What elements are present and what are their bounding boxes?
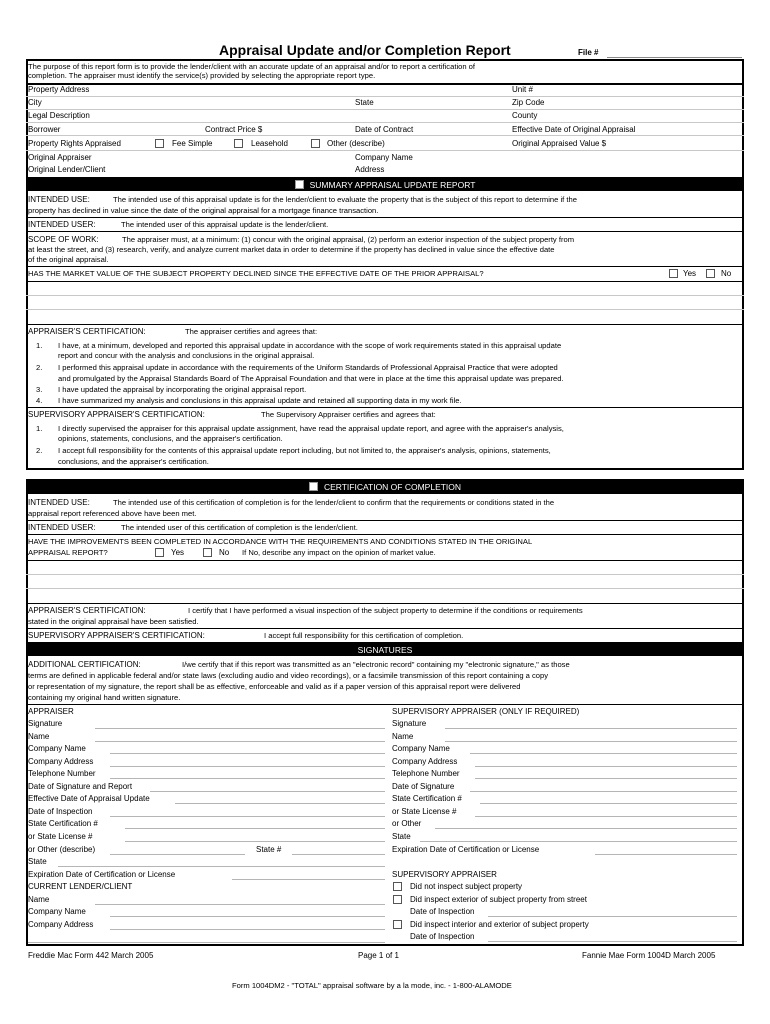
sup-company-line[interactable] [470,753,737,754]
interior-inspection-date-label: Date of Inspection [410,932,475,941]
comment-line[interactable] [26,295,744,296]
completed-yes-label: Yes [171,548,185,557]
additional-cert-text-4: containing my original hand written signature. [28,693,181,702]
appraiser-field-label: or State License # [28,832,93,841]
summary-frame [26,59,744,470]
other-rights-label: Other (describe) [327,139,385,148]
address-label: Address [355,165,385,174]
appraiser-field-label: Signature [28,719,63,728]
appraiser-field-label: State Certification # [28,819,98,828]
completion-cert-text-2: stated in the original appraisal have been satisfied. [28,617,199,626]
sup-item-text: conclusions, and the appraiser's certification. [58,457,209,466]
scope-text-3: of the original appraisal. [28,255,109,264]
cert-item-number: 4. [36,396,43,405]
sup-name-line[interactable] [445,741,737,742]
intended-use-text-2: property has declined in value since the date of the original appraisal for a mortgage finance transaction. [28,206,379,215]
completed-yes-checkbox[interactable] [155,548,164,557]
declined-yes-label: Yes [683,269,697,278]
sup-field-label: Company Address [392,757,458,766]
date-of-contract-label: Date of Contract [355,125,414,134]
appraiser-cert-number-line[interactable] [125,828,385,829]
lender-field-label: Name [28,895,50,904]
summary-report-checkbox[interactable] [295,180,304,189]
sup-phone-line[interactable] [475,778,737,779]
current-lender-heading: CURRENT LENDER/CLIENT [28,882,133,891]
completion-intended-user-text: The intended user of this certification of completion is the lender/client. [121,523,358,532]
sup-item-text: opinions, statements, conclusions, and the appraiser's certification. [58,434,283,443]
sup-field-label: or Other [392,819,422,828]
appraiser-state-label: State [28,857,47,866]
cert-item-text: I have, at a minimum, developed and reported this appraisal update in accordance with the scope of work requirements stated in this appraisal update [58,341,562,350]
completion-intended-use-text-2: appraisal report referenced above have been met. [28,509,197,518]
completed-no-checkbox[interactable] [203,548,212,557]
comment-line[interactable] [26,588,744,589]
intended-use-label: INTENDED USE: [28,195,90,204]
lender-address-line[interactable] [110,929,385,930]
completion-heading-text: CERTIFICATION OF COMPLETION [323,482,462,492]
appraiser-state-line[interactable] [58,866,385,867]
purpose-text-1: The purpose of this report form is to provide the lender/client with an accurate update of an appraisal and/or to report a certification of [28,62,476,71]
leasehold-label: Leasehold [251,139,288,148]
original-value-label: Original Appraised Value $ [512,139,607,148]
scope-label: SCOPE OF WORK: [28,235,99,244]
lender-name-line[interactable] [95,904,385,905]
appraiser-other-line[interactable] [110,854,245,855]
lender-field-label: Company Address [28,920,94,929]
legal-description-label: Legal Description [28,111,90,120]
sup-item-number: 1. [36,424,43,433]
sup-signature-line[interactable] [445,728,737,729]
footer-freddie-mac: Freddie Mac Form 442 March 2005 [28,951,154,960]
sup-address-line[interactable] [475,766,737,767]
if-no-text: If No, describe any impact on the opinion of market value. [242,548,436,557]
property-address-label: Property Address [28,85,90,94]
appraiser-name-line[interactable] [95,741,385,742]
completion-sup-cert-text: I accept full responsibility for this certification of completion. [264,631,464,640]
additional-cert-text-1: I/we certify that if this report was transmitted as an "electronic record" containing my "electronic signature," as those [182,660,570,669]
intended-user-label: INTENDED USER: [28,220,96,229]
sup-expiration-line[interactable] [595,854,737,855]
lender-company-line[interactable] [110,916,385,917]
appraiser-company-line[interactable] [110,753,385,754]
completion-sup-cert-label: SUPERVISORY APPRAISER'S CERTIFICATION: [28,631,205,640]
sup-state-line[interactable] [420,841,737,842]
completion-cert-text-1: I certify that I have performed a visual inspection of the subject property to determine if the conditions or requirements [188,606,583,615]
other-rights-checkbox[interactable] [311,139,320,148]
completion-checkbox[interactable] [309,482,318,491]
effective-date-original-label: Effective Date of Original Appraisal [512,125,636,134]
appraiser-field-label: Effective Date of Appraisal Update [28,794,150,803]
inspect-exterior-checkbox[interactable] [393,895,402,904]
sup-field-label: State [392,832,411,841]
state-label: State [355,98,374,107]
inspect-exterior-label: Did inspect exterior of subject property from street [410,895,587,904]
supervisory-heading: SUPERVISORY APPRAISER (ONLY IF REQUIRED) [392,707,580,716]
lender-field-label: Company Name [28,907,86,916]
appraiser-other-label: or Other (describe) [28,845,96,854]
appraiser-cert-intro: The appraiser certifies and agrees that: [185,327,318,336]
appraiser-field-label: Company Address [28,757,94,766]
additional-cert-text-3: or representation of my signature, the report shall be as effective, enforceable and valid as if a paper version of this appraisal report were delivered [28,682,521,691]
sup-field-label: Telephone Number [392,769,460,778]
completion-intended-user-label: INTENDED USER: [28,523,96,532]
comment-line[interactable] [26,574,744,575]
additional-cert-text-2: terms are defined in applicable federal and/or state laws (excluding audio and video recordings), or a facsimile transmission of this report containing a copy [28,671,549,680]
borrower-label: Borrower [28,125,61,134]
file-number-field[interactable] [607,57,742,58]
intended-user-text: The intended user of this appraisal update is the lender/client. [121,220,329,229]
sup-cert-number-line[interactable] [480,803,737,804]
property-rights-label: Property Rights Appraised [28,139,121,148]
zip-label: Zip Code [512,98,545,107]
did-not-inspect-checkbox[interactable] [393,882,402,891]
appraiser-field-label: Date of Inspection [28,807,93,816]
sup-inspection-heading: SUPERVISORY APPRAISER [392,870,497,879]
appraiser-address-line[interactable] [110,766,385,767]
page-title: Appraisal Update and/or Completion Report [219,42,511,58]
unit-label: Unit # [512,85,533,94]
additional-cert-label: ADDITIONAL CERTIFICATION: [28,660,141,669]
appraiser-field-label: Company Name [28,744,86,753]
city-label: City [28,98,42,107]
exterior-inspection-date-label: Date of Inspection [410,907,475,916]
comment-line[interactable] [26,309,744,310]
purpose-text-2: completion. The appraiser must identify the service(s) provided by selecting the appropriate report type. [28,71,376,80]
appraiser-heading: APPRAISER [28,707,74,716]
sup-other-line[interactable] [435,828,737,829]
appraiser-state-number-label: State # [256,845,282,854]
fee-simple-label: Fee Simple [172,139,213,148]
cert-item-number: 3. [36,385,43,394]
appraiser-date-line[interactable] [150,791,385,792]
original-lender-label: Original Lender/Client [28,165,106,174]
appraiser-phone-line[interactable] [110,778,385,779]
appraiser-inspection-date-line[interactable] [110,816,385,817]
scope-text-2: at least the street, and (3) research, verify, and analyze current market data in order to determine if the property has declined in value since the effective date [28,245,555,254]
inspect-interior-label: Did inspect interior and exterior of subject property [410,920,589,929]
exterior-inspection-date-line[interactable] [488,916,737,917]
completion-section-header [26,479,744,494]
appraiser-license-line[interactable] [125,841,385,842]
county-label: County [512,111,538,120]
cert-item-number: 1. [36,341,43,350]
sup-field-label: Date of Signature [392,782,455,791]
cert-item-text: I have updated the appraisal by incorporating the original appraisal report. [58,385,307,394]
sup-field-label: or State License # [392,807,457,816]
sup-field-label: Signature [392,719,427,728]
cert-item-text: I performed this appraisal update in accordance with the requirements of the Uniform Standards of Professional Appraisal Practice that were adopted [58,363,558,372]
improvements-question-2: APPRAISAL REPORT? [28,548,108,557]
appraiser-signature-line[interactable] [95,728,385,729]
sup-item-text: I accept full responsibility for the contents of this appraisal update report including, but not limited to, the appraiser's analysis, opinions, statements, [58,446,551,455]
footer-page-number: Page 1 of 1 [358,951,399,960]
cert-item-number: 2. [36,363,43,372]
completed-no-label: No [219,548,230,557]
leasehold-checkbox[interactable] [234,139,243,148]
completion-intended-use-label: INTENDED USE: [28,498,90,507]
interior-inspection-date-line[interactable] [488,941,737,942]
sup-item-number: 2. [36,446,43,455]
footer-software-credit: Form 1004DM2 - "TOTAL" appraisal software by a la mode, inc. - 1-800-ALAMODE [232,981,512,990]
cert-item-text: and promulgated by the Appraisal Standards Board of The Appraisal Foundation and that were in place at the time this appraisal update was prepared. [58,374,564,383]
sup-item-text: I directly supervised the appraiser for this appraisal update assignment, have read the appraisal update report, and agree with the appraiser's analysis, [58,424,564,433]
sup-field-label: Company Name [392,744,450,753]
intended-use-text-1: The intended use of this appraisal update is for the lender/client to evaluate the property that is the subject of this report to determine if the [113,195,577,204]
declined-yes-checkbox[interactable] [669,269,678,278]
contract-price-label: Contract Price $ [205,125,263,134]
appraiser-field-label: Name [28,732,50,741]
summary-heading-text: SUMMARY APPRAISAL UPDATE REPORT [309,180,476,190]
supervisory-cert-intro: The Supervisory Appraiser certifies and agrees that: [261,410,436,419]
cert-item-text: report and concur with the analysis and conclusions in the original appraisal. [58,351,315,360]
lender-address-line-2[interactable] [28,942,385,943]
cert-item-text: I have summarized my analysis and conclusions in this appraisal update and retained all supporting data in my work file. [58,396,462,405]
file-number-label: File # [578,48,599,57]
completion-cert-label: APPRAISER'S CERTIFICATION: [28,606,146,615]
footer-fannie-mae: Fannie Mae Form 1004D March 2005 [582,951,716,960]
declined-no-checkbox[interactable] [706,269,715,278]
signatures-section-header: SIGNATURES [26,642,744,656]
appraiser-expiration-line[interactable] [232,879,385,880]
fee-simple-checkbox[interactable] [155,139,164,148]
company-name-label: Company Name [355,153,413,162]
appraiser-cert-label: APPRAISER'S CERTIFICATION: [28,327,146,336]
improvements-question-1: HAVE THE IMPROVEMENTS BEEN COMPLETED IN ACCORDANCE WITH THE REQUIREMENTS AND CONDITIONS STATED IN THE ORIGINAL [28,537,533,546]
appraiser-state-number-line[interactable] [292,854,385,855]
sup-field-label: Name [392,732,414,741]
supervisory-cert-label: SUPERVISORY APPRAISER'S CERTIFICATION: [28,410,205,419]
sup-expiration-label: Expiration Date of Certification or License [392,845,540,854]
appraiser-field-label: Date of Signature and Report [28,782,133,791]
scope-text-1: The appraiser must, at a minimum: (1) concur with the original appraisal, (2) perform an exterior inspection of the subject property from [122,235,575,244]
sup-license-line[interactable] [475,816,737,817]
did-not-inspect-label: Did not inspect subject property [410,882,523,891]
market-value-question: HAS THE MARKET VALUE OF THE SUBJECT PROPERTY DECLINED SINCE THE EFFECTIVE DATE OF THE PRIOR APPRAISAL? [28,269,484,278]
summary-section-header [26,177,744,191]
completion-intended-use-text-1: The intended use of this certification of completion is for the lender/client to confirm that the requirements or conditions stated in the [113,498,555,507]
sup-date-line[interactable] [470,791,737,792]
inspect-interior-checkbox[interactable] [393,920,402,929]
appraiser-expiration-label: Expiration Date of Certification or License [28,870,176,879]
sup-field-label: State Certification # [392,794,462,803]
appraiser-effective-date-line[interactable] [175,803,385,804]
appraiser-field-label: Telephone Number [28,769,96,778]
declined-no-label: No [721,269,732,278]
original-appraiser-label: Original Appraiser [28,153,92,162]
